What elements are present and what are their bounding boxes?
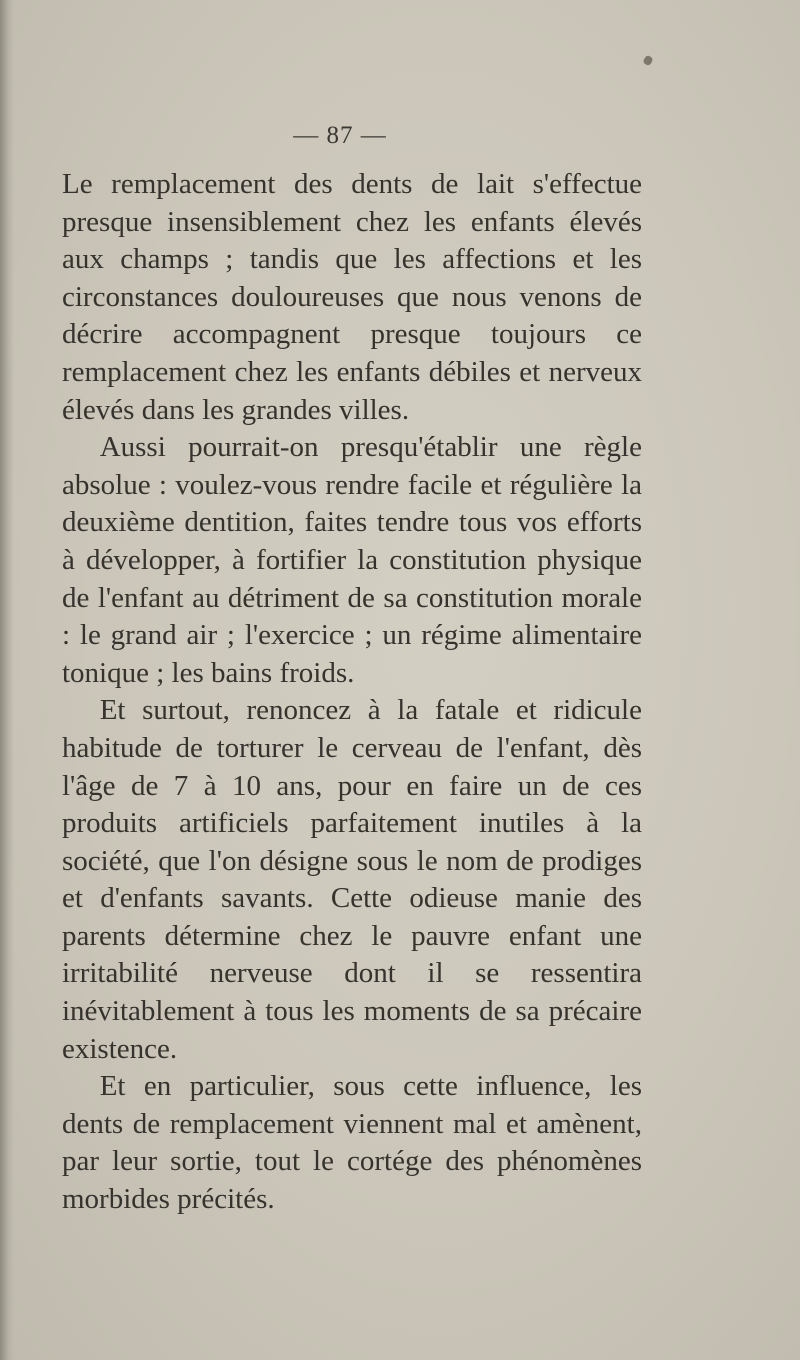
paragraph-3: Et surtout, renoncez à la fatale et ridicule habitude de torturer le cerveau de l'enfant, dès l'âge de 7 à 10 ans, pour en faire un de ces produits artificiels parfaitement inutiles à la société, que l'on désigne sous le nom de prodiges et d'enfants savants. Cette odieuse manie des parents détermine chez le pauvre enfant une irritabilité nerveuse dont il se ressentira inévitablement à tous les moments de sa précaire existence.	[62, 694, 642, 1065]
paragraph-1: Le remplacement des dents de lait s'effectue presque insensiblement chez les enfants élevés aux champs ; tandis que les affections et les circonstances douloureuses que nous venons de décrire accompagnent presque toujours ce remplacement chez les enfants débiles et nerveux élevés dans les grandes villes.	[62, 168, 642, 426]
ink-speck	[642, 55, 653, 67]
paragraph-2: Aussi pourrait-on presqu'établir une règle absolue : voulez-vous rendre facile et régulière la deuxième dentition, faites tendre tous vos efforts à développer, à fortifier la constitution physique de l'enfant au détriment de sa constitution morale : le grand air ; l'exercice ; un régime alimentaire tonique ; les bains froids.	[62, 431, 642, 689]
paragraph-4: Et en particulier, sous cette influence, les dents de remplacement viennent mal et amènent, par leur sortie, tout le cortége des phénomènes morbides précités.	[62, 1070, 642, 1216]
body-text	[62, 166, 642, 1219]
page-spine-shadow	[0, 0, 14, 1360]
page-number: — 87 —	[293, 122, 387, 149]
